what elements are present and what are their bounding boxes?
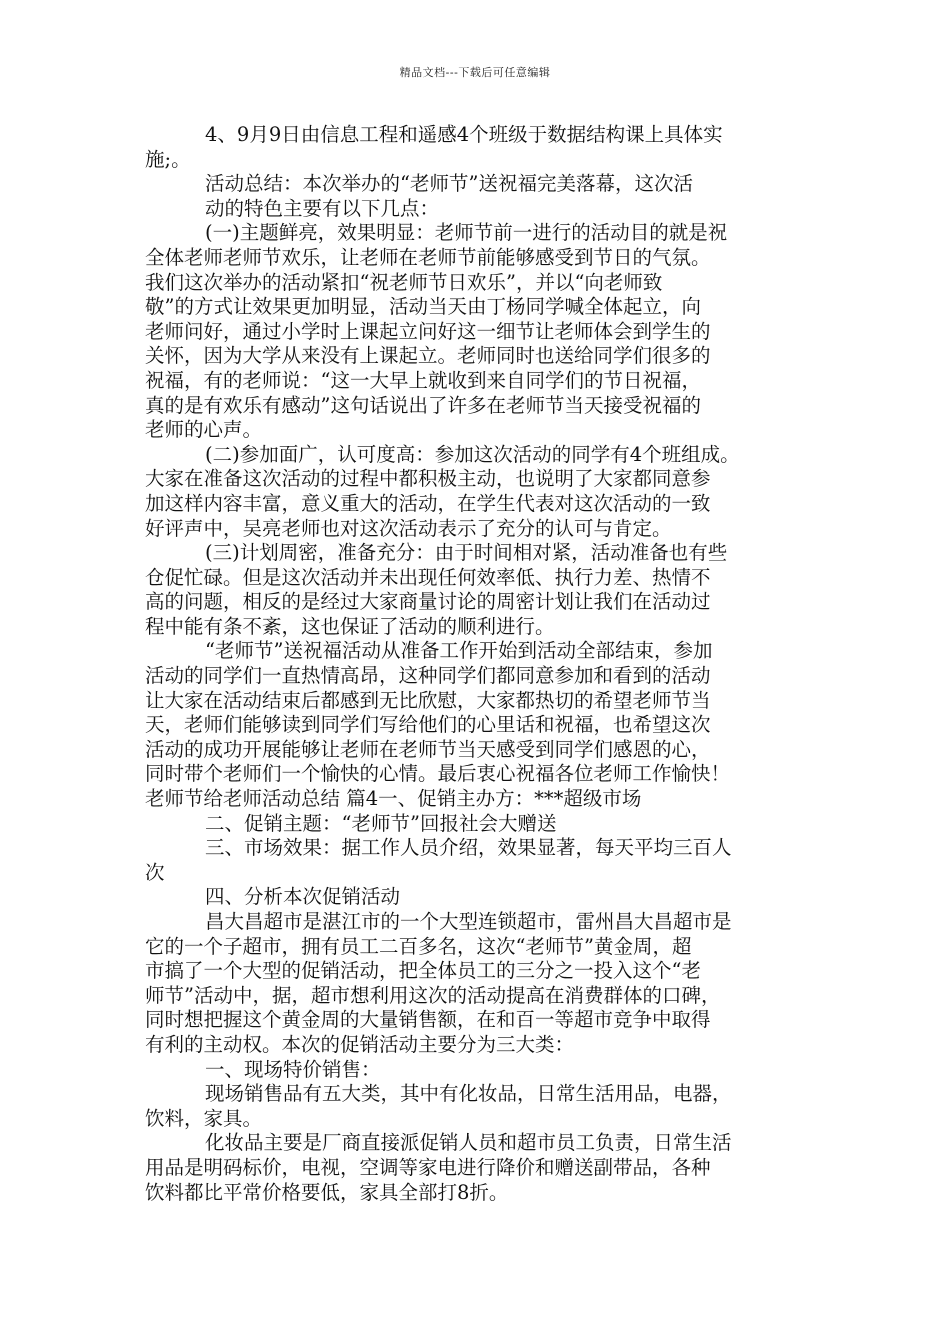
text-line: 饮料都比平常价格要低，家具全部打8折。 [145, 1180, 509, 1204]
text-line: 现场销售品有五大类，其中有化妆品，日常生活用品，电器， [205, 1082, 732, 1106]
text-line: 活动的成功开展能够让老师在老师节当天感受到同学们感恩的心， [145, 737, 711, 761]
text-line: 昌大昌超市是湛江市的一个大型连锁超市，雷州昌大昌超市是 [205, 910, 732, 933]
document-body [145, 123, 820, 1205]
text-line: 它的一个子超市，拥有员工二百多名，这次“老师节”黄金周，超 [145, 934, 692, 958]
text-line: 施;。 [145, 147, 191, 171]
text-line: 有利的主动权。本次的促销活动主要分为三大类： [145, 1032, 575, 1056]
text-line: 次 [145, 860, 165, 884]
text-line: 我们这次举办的活动紧扣“祝老师节日欢乐”，并以“向老师致 [145, 270, 663, 294]
text-line: 同时想把握这个黄金周的大量销售额，在和百一等超市竞争中取得 [145, 1008, 711, 1032]
text-line: 天，老师们能够读到同学们写给他们的心里话和祝福，也希望这次 [145, 713, 711, 737]
text-line: 加这样内容丰富，意义重大的活动，在学生代表对这次活动的一致 [145, 491, 711, 515]
text-line: 同时带个老师们一个愉快的心情。最后衷心祝福各位老师工作愉快！ [145, 762, 731, 786]
text-line: 师节”活动中，据，超市想利用这次的活动提高在消费群体的口碑， [145, 983, 721, 1007]
text-line: 仓促忙碌。但是这次活动并未出现任何效率低、执行力差、热情不 [145, 565, 711, 589]
text-line: 祝福，有的老师说：“这一大早上就收到来自同学们的节日祝福， [145, 368, 701, 392]
text-line: 敬”的方式让效果更加明显，活动当天由丁杨同学喊全体起立，向 [145, 295, 701, 319]
text-line: “老师节”送祝福活动从准备工作开始到活动全部结束，参加 [205, 639, 713, 663]
text-line: 大家在准备这次活动的过程中都积极主动，也说明了大家都同意参 [145, 467, 711, 491]
text-line: 活动的同学们一直热情高昂，这种同学们都同意参加和看到的活动 [145, 664, 711, 688]
text-line: 一、现场特价销售： [205, 1057, 381, 1081]
text-line: 好评声中，吴亮老师也对这次活动表示了充分的认可与肯定。 [145, 516, 672, 540]
text-line: 动的特色主要有以下几点： [205, 196, 440, 220]
text-line: 活动总结：本次举办的“老师节”送祝福完美落幕，这次活 [205, 172, 693, 196]
text-line: 高的问题，相反的是经过大家商量讨论的周密计划让我们在活动过 [145, 590, 711, 614]
page-header: 精品文档---下载后可任意编辑 [399, 66, 551, 79]
text-line: 程中能有条不紊，这也保证了活动的顺利进行。 [145, 614, 555, 638]
text-line: 化妆品主要是厂商直接派促销人员和超市员工负责，日常生活 [205, 1131, 732, 1155]
text-line: 饮料，家具。 [145, 1106, 263, 1130]
text-line: 让大家在活动结束后都感到无比欣慰，大家都热切的希望老师节当 [145, 688, 711, 712]
text-line: 市搞了一个大型的促销活动，把全体员工的三分之一投入这个“老 [145, 959, 701, 983]
text-line: (一)主题鲜亮，效果明显：老师节前一进行的活动目的就是祝 [205, 221, 728, 245]
text-line: 关怀，因为大学从来没有上课起立。老师同时也送给同学们很多的 [145, 344, 711, 368]
text-line: 全体老师老师节欢乐，让老师在老师节前能够感受到节日的气氛。 [145, 245, 711, 269]
text-line: 四、分析本次促销活动 [205, 885, 401, 909]
text-line: 真的是有欢乐有感动”这句话说出了许多在老师节当天接受祝福的 [145, 393, 701, 417]
text-line: 4、9月9日由信息工程和遥感4个班级于数据结构课上具体实 [205, 123, 723, 146]
text-line: 老师问好，通过小学时上课起立问好这一细节让老师体会到学生的 [145, 319, 711, 343]
text-line: (二)参加面广，认可度高：参加这次活动的同学有4个班组成。 [205, 442, 740, 466]
text-line: 老师节给老师活动总结 篇4一、促销主办方：***超级市场 [145, 787, 642, 811]
text-line: 二、促销主题：“老师节”回报社会大赠送 [205, 811, 557, 835]
text-line: 三、市场效果：据工作人员介绍，效果显著，每天平均三百人 [205, 836, 732, 860]
text-line: (三)计划周密，准备充分：由于时间相对紧，活动准备也有些 [205, 541, 728, 565]
text-line: 用品是明码标价，电视，空调等家电进行降价和赠送副带品，各种 [145, 1155, 711, 1179]
text-line: 老师的心声。 [145, 418, 263, 442]
